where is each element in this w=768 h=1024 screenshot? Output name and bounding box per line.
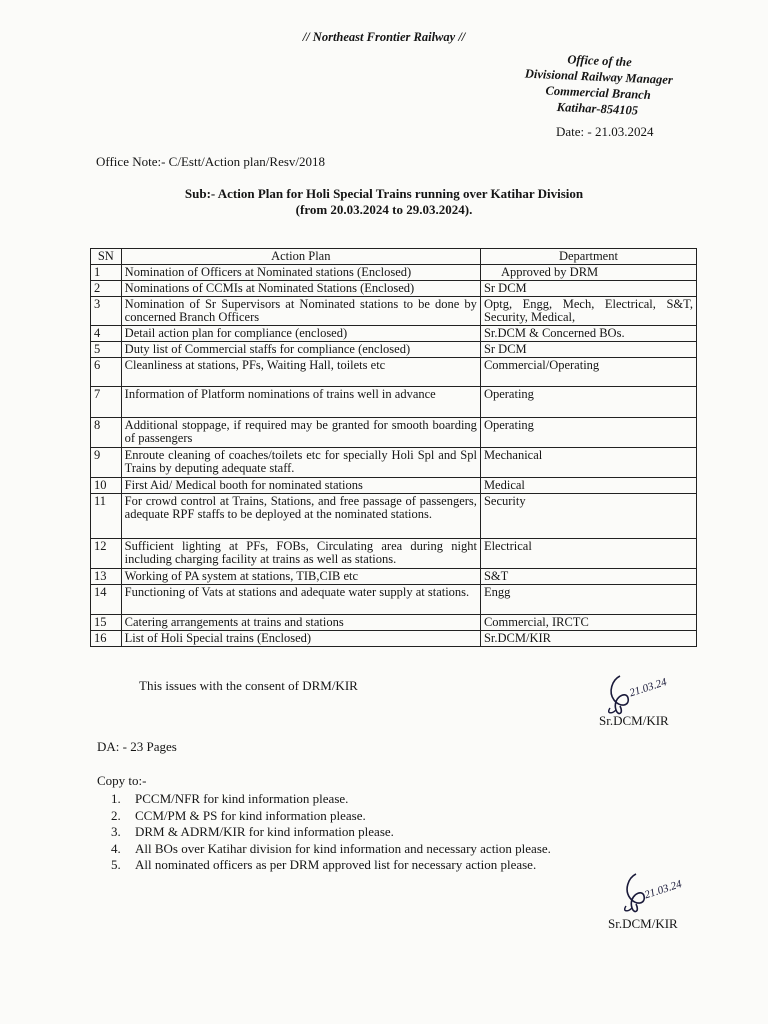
- cell-department: Commercial, IRCTC: [480, 615, 696, 631]
- table-row: [91, 342, 697, 358]
- cell-sn: 7: [91, 387, 122, 418]
- cell-action-plan: Working of PA system at stations, TIB,CIB etc: [121, 569, 480, 585]
- list-number: 3.: [111, 824, 121, 839]
- table-row: [91, 494, 697, 539]
- cell-action-plan: First Aid/ Medical booth for nominated stations: [121, 478, 480, 494]
- cell-sn: 8: [91, 418, 122, 448]
- cell-department: Operating: [480, 387, 696, 418]
- cell-sn: 1: [91, 265, 122, 281]
- cell-sn: 10: [91, 478, 122, 494]
- table-row: [91, 418, 697, 448]
- list-item: [111, 841, 551, 858]
- consent-note: This issues with the consent of DRM/KIR: [139, 678, 358, 693]
- action-plan-table: [90, 248, 697, 647]
- office-line: Commercial Branch: [545, 83, 652, 103]
- list-item: [111, 791, 551, 808]
- copy-to-list: [111, 791, 551, 874]
- cell-sn: 12: [91, 539, 122, 569]
- list-text: CCM/PM & PS for kind information please.: [135, 807, 366, 823]
- cell-department: Security: [480, 494, 696, 539]
- table-row: [91, 569, 697, 585]
- cell-department: Mechanical: [480, 448, 696, 478]
- cell-action-plan: Catering arrangements at trains and stations: [121, 615, 480, 631]
- cell-action-plan: For crowd control at Trains, Stations, and free passage of passengers, adequate RPF staffs to be deployed at the nominated stations.: [121, 494, 480, 539]
- cell-sn: 6: [91, 358, 122, 387]
- cell-department: Medical: [480, 478, 696, 494]
- cell-action-plan: Functioning of Vats at stations and adequate water supply at stations.: [121, 585, 480, 615]
- table-header-row: [91, 249, 697, 265]
- cell-sn: 4: [91, 326, 122, 342]
- signatory-designation: Sr.DCM/KIR: [599, 713, 669, 728]
- cell-action-plan: Nomination of Sr Supervisors at Nominated stations to be done by concerned Branch Officers: [121, 297, 480, 326]
- table-row: [91, 387, 697, 418]
- cell-department: Engg: [480, 585, 696, 615]
- table-row: [91, 631, 697, 647]
- list-number: 4.: [111, 840, 121, 856]
- list-text: All nominated officers as per DRM approved list for necessary action please.: [135, 857, 537, 872]
- table-row: [91, 297, 697, 326]
- table-row: [91, 265, 697, 281]
- cell-action-plan: Enroute cleaning of coaches/toilets etc for specially Holi Spl and Spl Trains by deputing adequate staff.: [121, 448, 480, 478]
- list-text: All BOs over Katihar division for kind information and necessary action please.: [135, 840, 551, 856]
- list-number: 2.: [111, 807, 121, 823]
- cell-sn: 14: [91, 585, 122, 615]
- list-item: [111, 808, 551, 825]
- table-row: [91, 326, 697, 342]
- cell-sn: 3: [91, 297, 122, 326]
- cell-action-plan: Duty list of Commercial staffs for compliance (enclosed): [121, 342, 480, 358]
- cell-action-plan: List of Holi Special trains (Enclosed): [121, 631, 480, 647]
- signatory-designation: Sr.DCM/KIR: [608, 916, 678, 931]
- table-row: [91, 448, 697, 478]
- header-sn: SN: [91, 249, 122, 265]
- cell-sn: 13: [91, 569, 122, 585]
- cell-action-plan: Cleanliness at stations, PFs, Waiting Hall, toilets etc: [121, 358, 480, 387]
- office-address-block: [487, 48, 710, 122]
- cell-sn: 16: [91, 631, 122, 647]
- cell-department: Commercial/Operating: [480, 358, 696, 387]
- cell-action-plan: Additional stoppage, if required may be granted for smooth boarding of passengers: [121, 418, 480, 448]
- cell-sn: 15: [91, 615, 122, 631]
- cell-action-plan: Information of Platform nominations of trains well in advance: [121, 387, 480, 418]
- list-number: 1.: [111, 791, 121, 806]
- subject-line: Sub:- Action Plan for Holi Special Trains running over Katihar Division: [184, 186, 584, 201]
- subject: [0, 186, 768, 218]
- table-row: [91, 615, 697, 631]
- list-number: 5.: [111, 857, 121, 872]
- table-row: [91, 539, 697, 569]
- cell-action-plan: Detail action plan for compliance (enclosed): [121, 326, 480, 342]
- signature-date: 21.03.24: [628, 676, 669, 700]
- cell-department: S&T: [480, 569, 696, 585]
- office-line: Office of the: [567, 52, 632, 70]
- table-row: [91, 358, 697, 387]
- cell-sn: 9: [91, 448, 122, 478]
- subject-dates: (from 20.03.2024 to 29.03.2024).: [295, 202, 473, 217]
- cell-department: Sr DCM: [480, 342, 696, 358]
- enclosure-count: DA: - 23 Pages: [97, 739, 177, 754]
- office-line: Divisional Railway Manager: [524, 66, 674, 87]
- cell-action-plan: Nomination of Officers at Nominated stations (Enclosed): [121, 265, 480, 281]
- cell-sn: 2: [91, 281, 122, 297]
- list-text: DRM & ADRM/KIR for kind information please.: [135, 824, 394, 839]
- cell-department: Electrical: [480, 539, 696, 569]
- copy-to-heading: Copy to:-: [97, 773, 147, 788]
- table-row: [91, 478, 697, 494]
- office-line: Katihar-854105: [556, 99, 639, 118]
- railway-header: // Northeast Frontier Railway //: [302, 30, 466, 44]
- signature-date: 21.03.24: [643, 878, 684, 902]
- cell-department: Operating: [480, 418, 696, 448]
- office-note: Office Note:- C/Estt/Action plan/Resv/2018: [96, 154, 326, 169]
- cell-sn: 5: [91, 342, 122, 358]
- cell-department: Approved by DRM: [480, 265, 696, 281]
- table-row: [91, 585, 697, 615]
- cell-department: Sr DCM: [480, 281, 696, 297]
- cell-department: Optg, Engg, Mech, Electrical, S&T, Security, Medical,: [480, 297, 696, 326]
- document-date: Date: - 21.03.2024: [556, 124, 654, 139]
- table-row: [91, 281, 697, 297]
- cell-department: Sr.DCM & Concerned BOs.: [480, 326, 696, 342]
- list-text: PCCM/NFR for kind information please.: [135, 791, 349, 806]
- header-action-plan: Action Plan: [121, 249, 480, 265]
- list-item: [111, 857, 551, 874]
- cell-department: Sr.DCM/KIR: [480, 631, 696, 647]
- list-item: [111, 824, 551, 841]
- cell-sn: 11: [91, 494, 122, 539]
- cell-action-plan: Nominations of CCMIs at Nominated Stations (Enclosed): [121, 281, 480, 297]
- header-department: Department: [480, 249, 696, 265]
- cell-action-plan: Sufficient lighting at PFs, FOBs, Circulating area during night including charging facility at trains as well as stations.: [121, 539, 480, 569]
